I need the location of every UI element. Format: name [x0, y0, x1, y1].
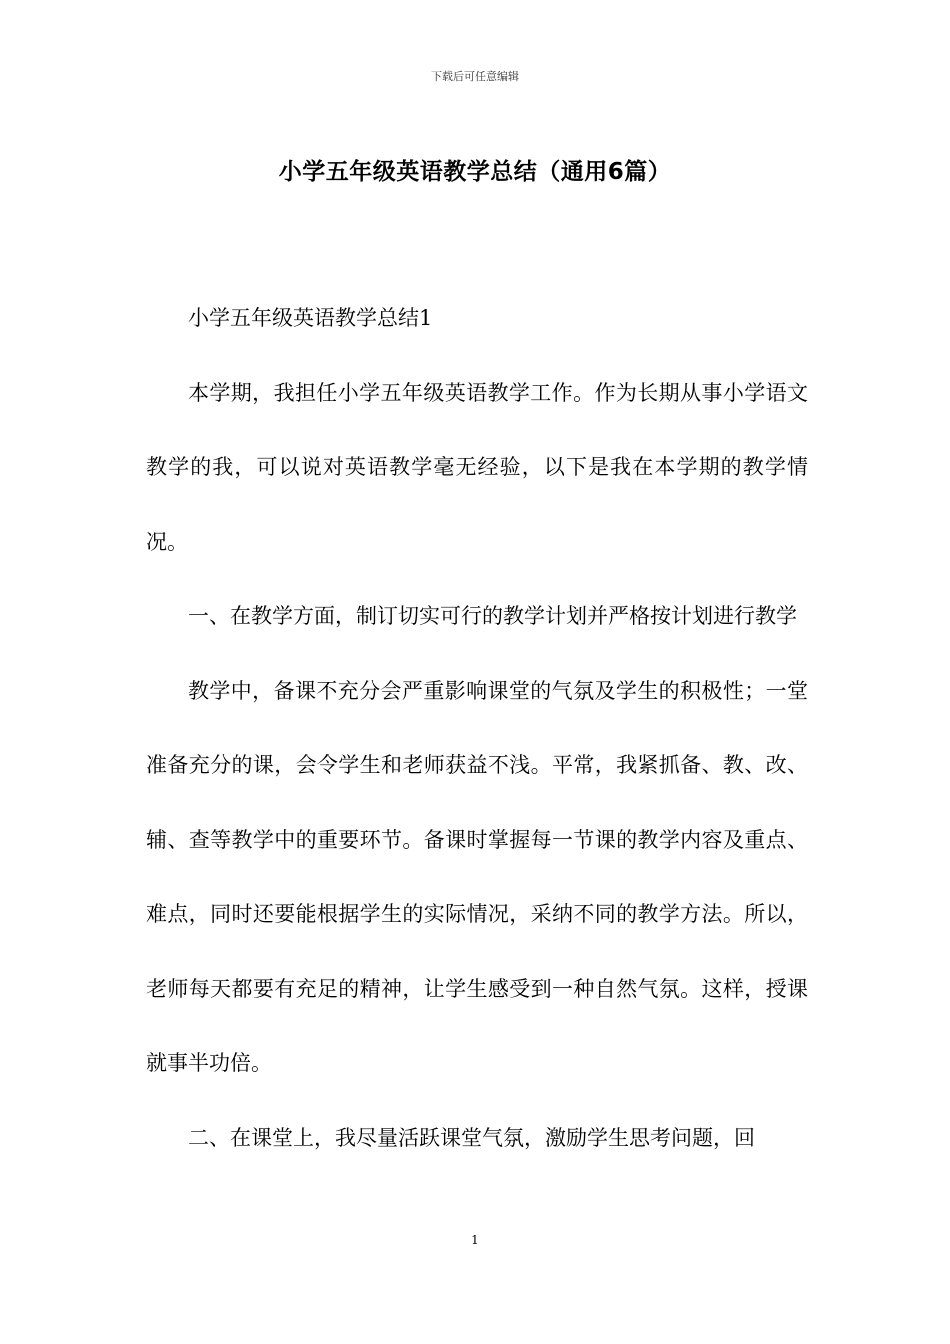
document-title: 小学五年级英语教学总结（通用6篇） [278, 159, 672, 185]
page-number: 1 [471, 1233, 479, 1247]
header-note: 下载后可任意编辑 [431, 70, 519, 83]
document-body [146, 281, 808, 1175]
paragraph-teaching-detail: 教学中，备课不充分会严重影响课堂的气氛及学生的积极性；一堂准备充分的课，会令学生和老师获益不浅。平常，我紧抓备、教、改、辅、查等教学中的重要环节。备课时掌握每一节课的教学内容及重点、难点，同时还要能根据学生的实际情况，采纳不同的教学方法。所以，老师每天都要有充足的精神，让学生感受到一种自然气氛。这样，授课就事半功倍。 [146, 678, 808, 1075]
paragraph-intro: 本学期，我担任小学五年级英语教学工作。作为长期从事小学语文教学的我，可以说对英语教学毫无经验，以下是我在本学期的教学情况。 [146, 380, 808, 554]
paragraph-point-two: 二、在课堂上，我尽量活跃课堂气氛，激励学生思考问题，回 [188, 1125, 755, 1150]
section-heading: 小学五年级英语教学总结1 [188, 306, 433, 330]
paragraph-point-one: 一、在教学方面，制订切实可行的教学计划并严格按计划进行教学 [188, 604, 797, 628]
